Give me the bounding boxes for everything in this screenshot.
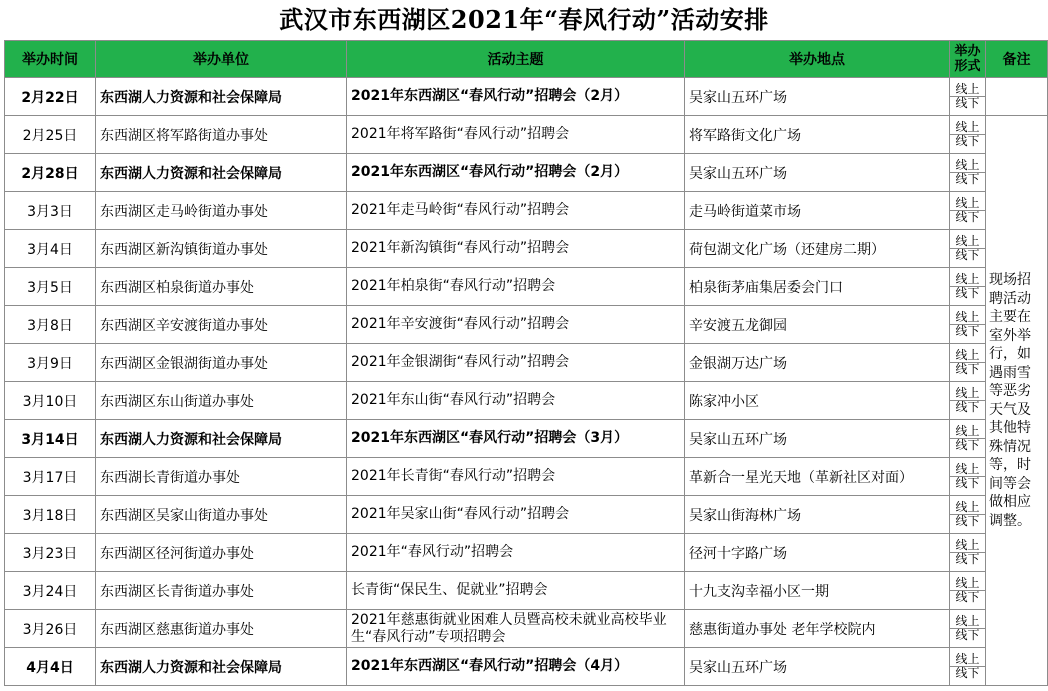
table-row [5,344,1048,382]
mode-online: 线上 [950,159,985,173]
mode-offline: 线下 [955,248,980,262]
cell-theme[interactable]: 长青街“保民生、促就业”招聘会 [347,572,685,610]
cell-place[interactable]: 柏泉街茅庙集居委会门口 [685,268,950,306]
cell-place[interactable]: 辛安渡五龙御园 [685,306,950,344]
cell-org[interactable]: 东西湖区柏泉街道办事处 [96,268,347,306]
cell-date[interactable]: 2月22日 [5,78,96,116]
mode-online: 线上 [950,235,985,249]
mode-offline: 线下 [955,362,980,376]
mode-online: 线上 [950,197,985,211]
cell-date[interactable]: 3月23日 [5,534,96,572]
cell-theme[interactable]: 2021年东西湖区“春风行动”招聘会（4月） [347,648,685,686]
cell-mode[interactable] [950,496,986,534]
cell-place[interactable]: 走马岭街道菜市场 [685,192,950,230]
cell-date[interactable]: 3月14日 [5,420,96,458]
cell-mode[interactable] [950,610,986,648]
cell-place[interactable]: 吴家山街海林广场 [685,496,950,534]
cell-theme[interactable]: 2021年辛安渡街“春风行动”招聘会 [347,306,685,344]
cell-date[interactable]: 3月5日 [5,268,96,306]
table-row [5,496,1048,534]
cell-place[interactable]: 十九支沟幸福小区一期 [685,572,950,610]
header-row [5,41,1048,78]
cell-theme[interactable]: 2021年东山街“春风行动”招聘会 [347,382,685,420]
cell-date[interactable]: 4月4日 [5,648,96,686]
mode-online: 线上 [950,577,985,591]
mode-online: 线上 [950,349,985,363]
cell-mode[interactable] [950,306,986,344]
table-row [5,534,1048,572]
cell-place[interactable]: 吴家山五环广场 [685,420,950,458]
cell-org[interactable]: 东西湖人力资源和社会保障局 [96,154,347,192]
mode-online: 线上 [950,121,985,135]
mode-offline: 线下 [955,476,980,490]
cell-mode[interactable] [950,382,986,420]
mode-online: 线上 [950,387,985,401]
cell-place[interactable]: 吴家山五环广场 [685,154,950,192]
mode-online: 线上 [950,311,985,325]
cell-place[interactable]: 将军路街文化广场 [685,116,950,154]
cell-place[interactable]: 径河十字路广场 [685,534,950,572]
cell-place[interactable]: 荷包湖文化广场（还建房二期） [685,230,950,268]
table-row [5,458,1048,496]
mode-online: 线上 [950,273,985,287]
mode-offline: 线下 [955,552,980,566]
mode-online: 线上 [950,463,985,477]
table-row [5,420,1048,458]
mode-offline: 线下 [955,438,980,452]
cell-org[interactable]: 东西湖人力资源和社会保障局 [96,648,347,686]
cell-place[interactable]: 陈家冲小区 [685,382,950,420]
mode-offline: 线下 [955,286,980,300]
table-row [5,610,1048,648]
cell-mode[interactable] [950,648,986,686]
cell-org[interactable]: 东西湖区径河街道办事处 [96,534,347,572]
cell-org[interactable]: 东西湖区东山街道办事处 [96,382,347,420]
cell-mode[interactable] [950,458,986,496]
cell-date[interactable]: 3月9日 [5,344,96,382]
mode-offline: 线下 [955,134,980,148]
cell-mode[interactable] [950,116,986,154]
cell-note-empty[interactable] [986,78,1048,116]
cell-theme[interactable]: 2021年新沟镇街“春风行动”招聘会 [347,230,685,268]
mode-online: 线上 [950,83,985,97]
cell-mode[interactable] [950,78,986,116]
cell-org[interactable]: 东西湖长青街道办事处 [96,458,347,496]
mode-offline: 线下 [955,172,980,186]
cell-org[interactable]: 东西湖区金银湖街道办事处 [96,344,347,382]
cell-theme[interactable]: 2021年走马岭街“春风行动”招聘会 [347,192,685,230]
cell-mode[interactable] [950,192,986,230]
cell-theme[interactable]: 2021年慈惠街就业困难人员暨高校未就业高校毕业生“春风行动”专项招聘会 [347,610,685,648]
cell-theme[interactable]: 2021年金银湖街“春风行动”招聘会 [347,344,685,382]
cell-date[interactable]: 3月24日 [5,572,96,610]
mode-offline: 线下 [955,590,980,604]
mode-offline: 线下 [955,324,980,338]
cell-theme[interactable]: 2021年吴家山街“春风行动”招聘会 [347,496,685,534]
cell-mode[interactable] [950,344,986,382]
header-org[interactable]: 举办单位 [96,41,347,78]
cell-mode[interactable] [950,154,986,192]
table-row [5,78,1048,116]
cell-date[interactable]: 2月25日 [5,116,96,154]
table-row [5,572,1048,610]
header-note[interactable]: 备注 [986,41,1048,78]
sheet-title: 武汉市东西湖区2021年“春风行动”活动安排 [279,5,769,34]
mode-offline: 线下 [955,210,980,224]
mode-online: 线上 [950,425,985,439]
cell-place[interactable]: 慈惠街道办事处 老年学校院内 [685,610,950,648]
cell-date[interactable]: 3月3日 [5,192,96,230]
cell-date[interactable]: 3月17日 [5,458,96,496]
cell-theme[interactable]: 2021年东西湖区“春风行动”招聘会（2月） [347,154,685,192]
mode-offline: 线下 [955,666,980,680]
mode-online: 线上 [950,615,985,629]
cell-org[interactable]: 东西湖区吴家山街道办事处 [96,496,347,534]
header-theme[interactable]: 活动主题 [347,41,685,78]
mode-offline: 线下 [955,96,980,110]
mode-offline: 线下 [955,514,980,528]
cell-mode[interactable] [950,420,986,458]
cell-org[interactable]: 东西湖人力资源和社会保障局 [96,420,347,458]
table-row [5,648,1048,686]
table-row [5,154,1048,192]
cell-theme[interactable]: 2021年东西湖区“春风行动”招聘会（3月） [347,420,685,458]
cell-org[interactable]: 东西湖区将军路街道办事处 [96,116,347,154]
header-mode[interactable]: 举办形式 [950,41,986,78]
cell-date[interactable]: 2月28日 [5,154,96,192]
cell-theme[interactable]: 2021年长青街“春风行动”招聘会 [347,458,685,496]
cell-theme[interactable]: 2021年东西湖区“春风行动”招聘会（2月） [347,78,685,116]
cell-theme[interactable]: 2021年柏泉街“春风行动”招聘会 [347,268,685,306]
cell-date[interactable]: 3月4日 [5,230,96,268]
table-row [5,268,1048,306]
cell-org[interactable]: 东西湖区长青街道办事处 [96,572,347,610]
cell-date[interactable]: 3月10日 [5,382,96,420]
table-row [5,382,1048,420]
cell-place[interactable]: 吴家山五环广场 [685,78,950,116]
table-row [5,230,1048,268]
cell-date[interactable]: 3月26日 [5,610,96,648]
schedule-table [4,40,1048,686]
cell-theme[interactable]: 2021年将军路街“春风行动”招聘会 [347,116,685,154]
cell-mode[interactable] [950,534,986,572]
cell-org[interactable]: 东西湖区走马岭街道办事处 [96,192,347,230]
mode-online: 线上 [950,539,985,553]
cell-org[interactable]: 东西湖区辛安渡街道办事处 [96,306,347,344]
mode-offline: 线下 [955,628,980,642]
cell-org[interactable]: 东西湖区慈惠街道办事处 [96,610,347,648]
cell-org[interactable]: 东西湖区新沟镇街道办事处 [96,230,347,268]
mode-online: 线上 [950,501,985,515]
header-date[interactable]: 举办时间 [5,41,96,78]
cell-date[interactable]: 3月8日 [5,306,96,344]
cell-place[interactable]: 金银湖万达广场 [685,344,950,382]
cell-date[interactable]: 3月18日 [5,496,96,534]
cell-mode[interactable] [950,268,986,306]
cell-note[interactable]: 现场招聘活动主要在室外举行，如遇雨雪等恶劣天气及其他特殊情况等，时间等会做相应调整。 [986,116,1048,686]
table-row [5,306,1048,344]
mode-online: 线上 [950,653,985,667]
table-row [5,116,1048,154]
cell-org[interactable]: 东西湖人力资源和社会保障局 [96,78,347,116]
cell-mode[interactable] [950,230,986,268]
cell-mode[interactable] [950,572,986,610]
table-row [5,192,1048,230]
cell-place[interactable]: 吴家山五环广场 [685,648,950,686]
cell-place[interactable]: 革新合一星光天地（革新社区对面） [685,458,950,496]
mode-offline: 线下 [955,400,980,414]
cell-theme[interactable]: 2021年“春风行动”招聘会 [347,534,685,572]
header-place[interactable]: 举办地点 [685,41,950,78]
